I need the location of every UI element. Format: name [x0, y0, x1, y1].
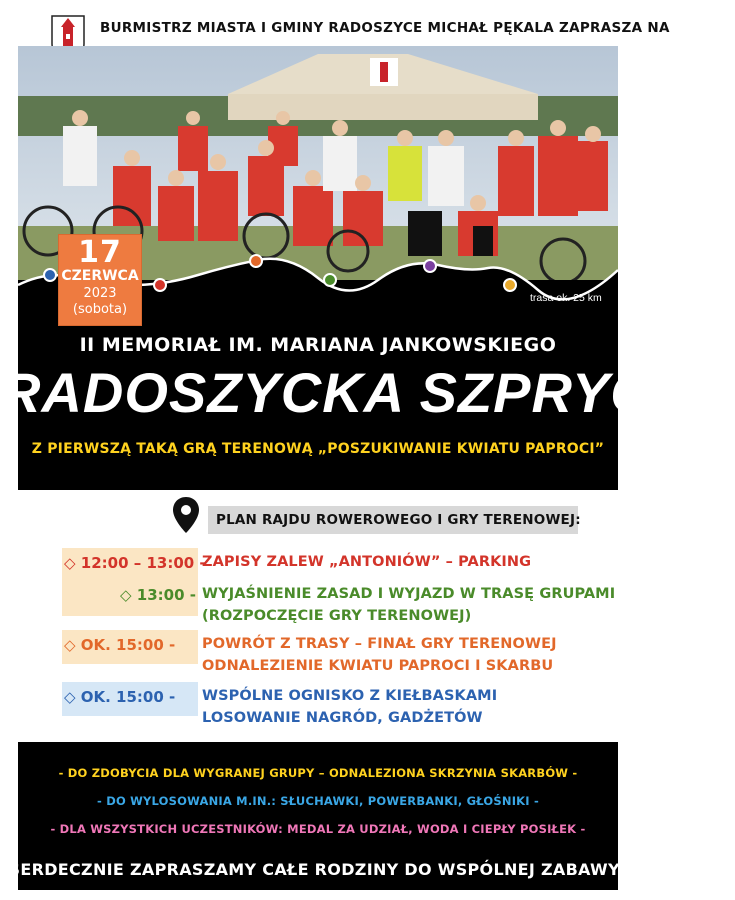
- route-dot: [504, 279, 516, 291]
- schedule-time: ◇ 13:00 -: [120, 586, 196, 604]
- date-year: 2023: [83, 286, 117, 301]
- location-pin-icon: [172, 496, 200, 534]
- schedule-time: ◇ OK. 15:00 -: [64, 688, 176, 706]
- prize-line: - DO WYLOSOWANIA M.IN.: SŁUCHAWKI, POWERBANKI, GŁOŚNIKI -: [97, 794, 539, 808]
- header-invitation: BURMISTRZ MIASTA I GMINY RADOSZYCE MICHAŁ PĘKALA ZAPRASZA NA: [100, 20, 670, 36]
- event-tagline: Z PIERWSZĄ TAKĄ GRĄ TERENOWĄ „POSZUKIWANIE KWIATU PAPROCI”: [31, 441, 605, 457]
- schedule-description: WYJAŚNIENIE ZASAD I WYJAZD W TRASĘ GRUPAMI: [202, 586, 616, 602]
- schedule-description: LOSOWANIE NAGRÓD, GADŻETÓW: [202, 710, 483, 726]
- schedule-time: ◇ 12:00 – 13:00 -: [64, 554, 206, 572]
- route-dot: [424, 260, 436, 272]
- date-month: CZERWCA: [61, 268, 139, 284]
- date-badge: [58, 234, 142, 326]
- schedule-description: WSPÓLNE OGNISKO Z KIEŁBASKAMI: [202, 688, 498, 704]
- schedule-description: ZAPISY ZALEW „ANTONIÓW” – PARKING: [202, 554, 532, 570]
- closing-invitation: SERDECZNIE ZAPRASZAMY CAŁE RODZINY DO WSPÓLNEJ ZABAWY!: [8, 860, 628, 879]
- plan-heading: PLAN RAJDU ROWEROWEGO I GRY TERENOWEJ:: [216, 512, 581, 528]
- route-dot: [154, 279, 166, 291]
- event-subtitle: II MEMORIAŁ IM. MARIANA JANKOWSKIEGO: [79, 334, 557, 356]
- schedule-description: ODNALEZIENIE KWIATU PAPROCI I SKARBU: [202, 658, 554, 674]
- schedule-time: ◇ OK. 15:00 -: [64, 636, 176, 654]
- prize-line: - DLA WSZYSTKICH UCZESTNIKÓW: MEDAL ZA UDZIAŁ, WODA I CIEPŁY POSIŁEK -: [50, 822, 586, 836]
- schedule-description: (ROZPOCZĘCIE GRY TERENOWEJ): [202, 608, 472, 624]
- route-dot: [44, 269, 56, 281]
- route-distance: trasa ok. 25 km: [530, 292, 602, 304]
- event-title: RADOSZYCKA SZPRYCHA: [0, 361, 735, 424]
- date-weekday: (sobota): [72, 302, 128, 317]
- date-day: 17: [78, 235, 122, 270]
- route-dot: [324, 274, 336, 286]
- route-dot: [250, 255, 262, 267]
- schedule-description: POWRÓT Z TRASY – FINAŁ GRY TERENOWEJ: [202, 636, 557, 652]
- prize-line: - DO ZDOBYCIA DLA WYGRANEJ GRUPY – ODNALEZIONA SKRZYNIA SKARBÓW -: [58, 766, 578, 780]
